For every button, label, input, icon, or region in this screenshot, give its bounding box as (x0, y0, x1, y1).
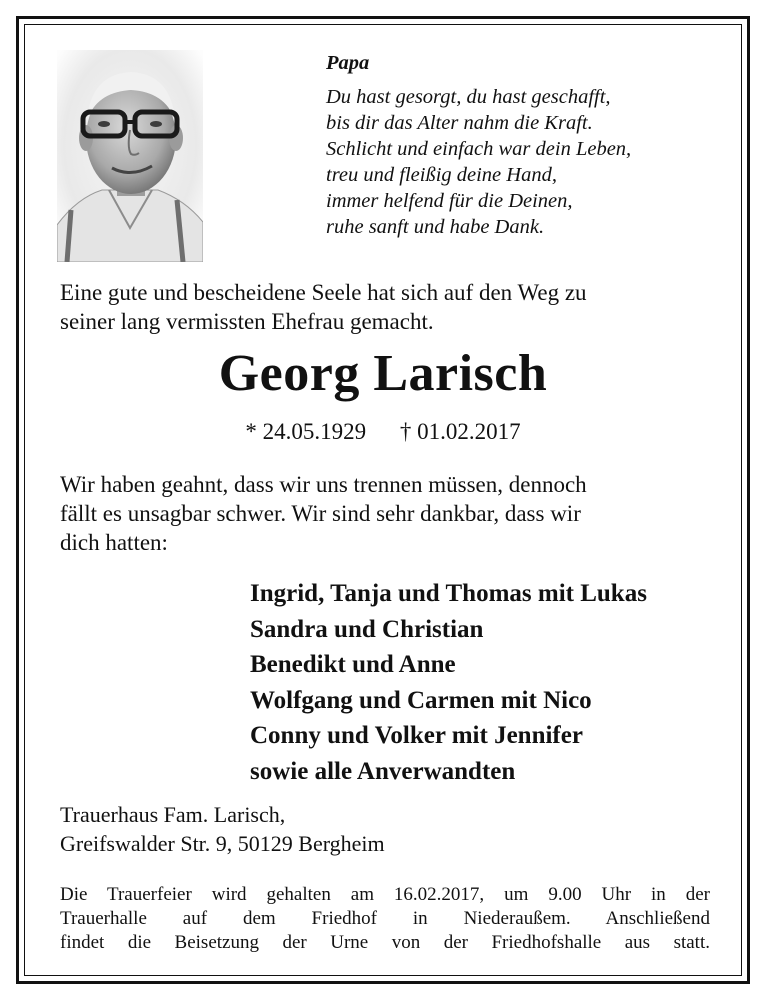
mourning-house-address (60, 800, 720, 858)
mourner-entry: Benedikt und Anne (250, 651, 456, 678)
mourner-entry: Wolfgang und Carmen mit Nico (250, 686, 592, 714)
address-line: Trauerhaus Fam. Larisch, (60, 802, 286, 827)
intro-line: Eine gute und bescheidene Seele hat sich auf den Weg zu (60, 280, 587, 305)
mourner-entry: sowie alle Anverwandten (250, 757, 516, 785)
death-date: † 01.02.2017 (399, 419, 521, 444)
portrait-photo (57, 50, 203, 262)
life-dates (0, 418, 766, 446)
mourner-entry: Conny und Volker mit Jennifer (250, 722, 583, 749)
intro-line: seiner lang vermissten Ehefrau gemacht. (60, 309, 434, 334)
poem-line: Schlicht und einfach war dein Leben, (326, 138, 632, 160)
ceremony-line: Die Trauerfeier wird gehalten am 16.02.2017, um 9.00 Uhr in der (60, 884, 710, 905)
birth-date: * 24.05.1929 (245, 419, 367, 444)
address-line: Greifswalder Str. 9, 50129 Bergheim (60, 831, 385, 856)
intro-text (60, 278, 720, 336)
poem-line: bis dir das Alter nahm die Kraft. (326, 112, 593, 134)
thanks-text (60, 470, 720, 557)
mourner-entry: Ingrid, Tanja und Thomas mit Lukas (250, 580, 647, 607)
poem-line: immer helfend für die Deinen, (326, 190, 573, 212)
mourner-entry: Sandra und Christian (250, 615, 484, 643)
thanks-line: Wir haben geahnt, dass wir uns trennen müssen, dennoch (60, 472, 587, 497)
deceased-name: Georg Larisch (218, 345, 548, 402)
ceremony-line: findet die Beisetzung der Urne von der Friedhofshalle aus statt. (60, 932, 710, 953)
thanks-line: dich hatten: (60, 530, 168, 555)
poem-line: ruhe sanft und habe Dank. (326, 216, 545, 238)
poem-line: Du hast gesorgt, du hast geschafft, (326, 86, 611, 108)
poem (326, 50, 726, 240)
ceremony-line: Trauerhalle auf dem Friedhof in Niederaußem. Anschließend (60, 908, 710, 929)
ceremony-notice (60, 883, 710, 955)
thanks-line: fällt es unsagbar schwer. Wir sind sehr dankbar, dass wir (60, 501, 581, 526)
portrait-illustration (57, 50, 203, 262)
poem-line: treu und fleißig deine Hand, (326, 164, 557, 186)
mourners-list (250, 576, 730, 789)
poem-title: Papa (326, 52, 370, 74)
